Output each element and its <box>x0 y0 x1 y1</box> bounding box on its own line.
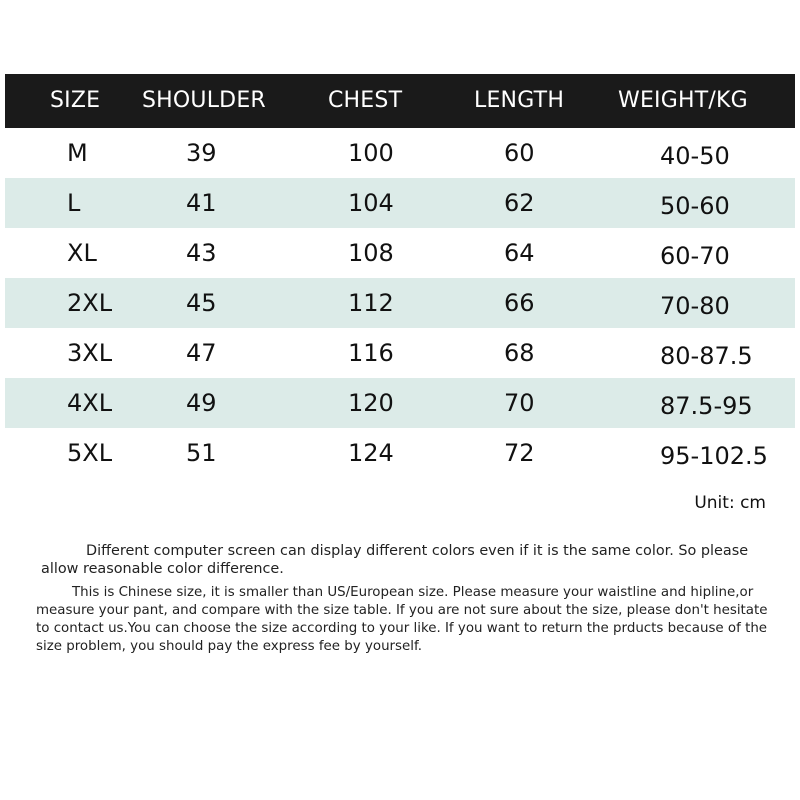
cell-shoulder: 43 <box>186 239 217 267</box>
cell-weight: 80-87.5 <box>660 342 753 370</box>
header-chest: CHEST <box>328 88 403 113</box>
cell-chest: 116 <box>348 339 394 367</box>
cell-size: 4XL <box>67 389 113 417</box>
cell-weight: 50-60 <box>660 192 730 220</box>
cell-length: 72 <box>504 439 535 467</box>
cell-length: 66 <box>504 289 535 317</box>
cell-size: 3XL <box>67 339 113 367</box>
header-shoulder: SHOULDER <box>142 88 266 113</box>
cell-chest: 124 <box>348 439 394 467</box>
notes-section <box>36 542 781 656</box>
size-chart-table <box>5 74 795 478</box>
cell-size: L <box>67 189 81 217</box>
cell-shoulder: 41 <box>186 189 217 217</box>
cell-weight: 60-70 <box>660 242 730 270</box>
cell-chest: 108 <box>348 239 394 267</box>
cell-length: 62 <box>504 189 535 217</box>
cell-length: 60 <box>504 139 535 167</box>
table-body <box>5 128 795 478</box>
unit-note: Unit: cm <box>694 493 766 513</box>
cell-chest: 112 <box>348 289 394 317</box>
table-row <box>5 328 795 378</box>
cell-shoulder: 51 <box>186 439 217 467</box>
table-row <box>5 178 795 228</box>
table-row <box>5 428 795 478</box>
table-row <box>5 128 795 178</box>
color-disclaimer: Different computer screen can display different colors even if it is the same color. So please allow reasonable color difference. <box>41 543 749 577</box>
table-row <box>5 378 795 428</box>
cell-weight: 70-80 <box>660 292 730 320</box>
cell-size: XL <box>67 239 97 267</box>
cell-shoulder: 47 <box>186 339 217 367</box>
cell-size: 2XL <box>67 289 113 317</box>
cell-chest: 120 <box>348 389 394 417</box>
header-size: SIZE <box>50 88 101 113</box>
cell-length: 70 <box>504 389 535 417</box>
size-disclaimer: This is Chinese size, it is smaller than US/European size. Please measure your waistline and hipline,or measure your pant, and compare with the size table. If you are not sure about the size, please don't hesitate to contact us.You can choose the size according to your like. If you want to return the prducts because of the size problem, you should pay the express fee by yourself. <box>36 585 768 654</box>
table-row <box>5 278 795 328</box>
cell-length: 64 <box>504 239 535 267</box>
table-header-row <box>5 74 795 128</box>
cell-shoulder: 49 <box>186 389 217 417</box>
header-length: LENGTH <box>474 88 565 113</box>
cell-weight: 40-50 <box>660 142 730 170</box>
cell-shoulder: 45 <box>186 289 217 317</box>
cell-size: M <box>67 139 88 167</box>
header-weight: WEIGHT/KG <box>618 88 748 113</box>
cell-weight: 87.5-95 <box>660 392 753 420</box>
cell-length: 68 <box>504 339 535 367</box>
cell-chest: 104 <box>348 189 394 217</box>
cell-weight: 95-102.5 <box>660 442 768 470</box>
table-row <box>5 228 795 278</box>
cell-shoulder: 39 <box>186 139 217 167</box>
cell-chest: 100 <box>348 139 394 167</box>
cell-size: 5XL <box>67 439 113 467</box>
